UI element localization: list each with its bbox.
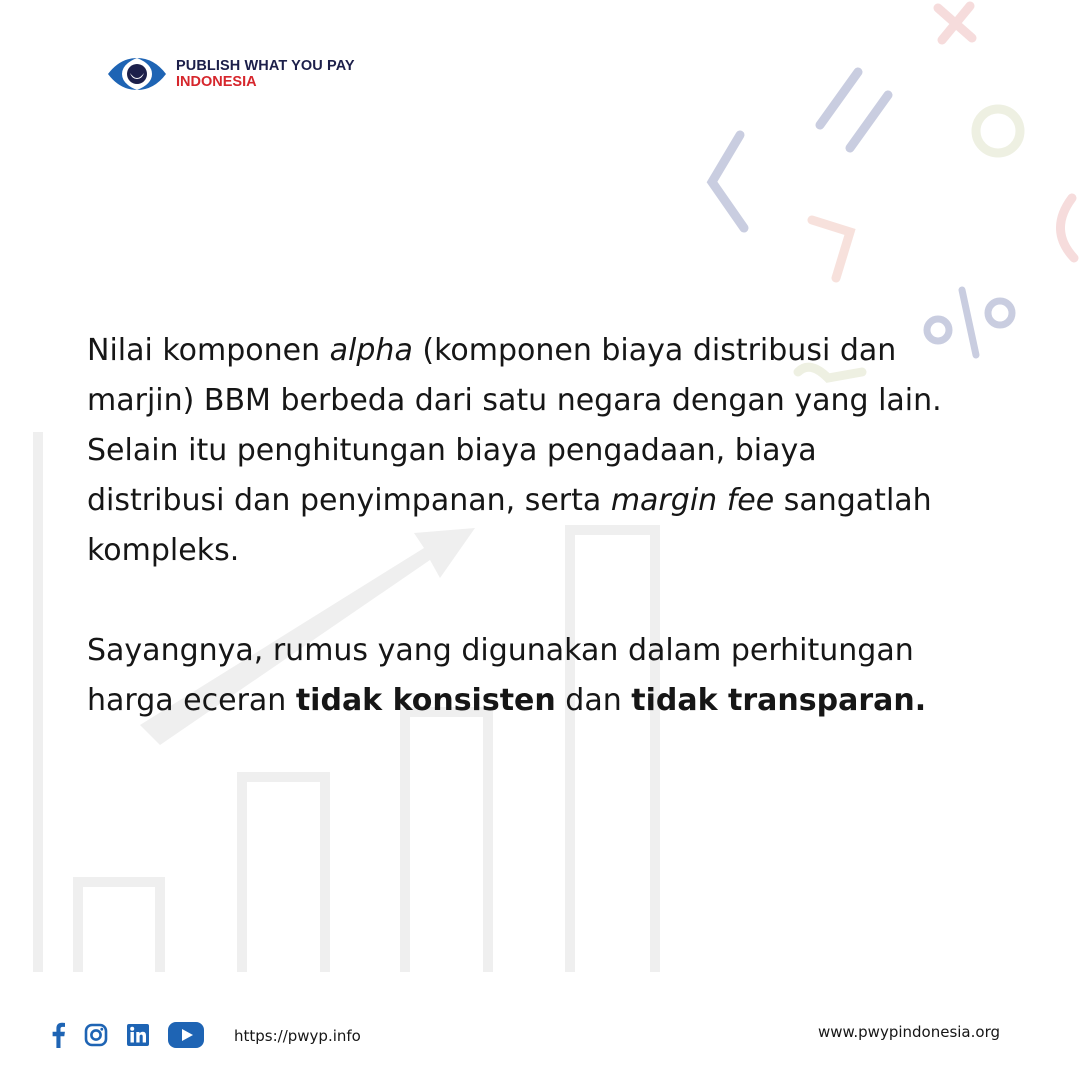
pwyp-info-link[interactable]: https://pwyp.info (234, 1027, 361, 1045)
pwyp-indonesia-link[interactable]: www.pwypindonesia.org (817, 1023, 1000, 1041)
paragraph1-text-1: Nilai komponen (87, 333, 330, 368)
pwyp-logo (106, 56, 355, 92)
eye-logo-icon (106, 56, 168, 92)
paragraph2-bold-tidak-konsisten: tidak konsisten (295, 683, 556, 718)
youtube-icon[interactable] (168, 1022, 204, 1048)
paragraph1-italic-alpha: alpha (329, 333, 413, 368)
paragraph1-italic-margin-fee: margin fee (610, 483, 775, 518)
logo-name-line2: INDONESIA (176, 74, 257, 90)
paragraph-formula-inconsistency (87, 626, 947, 726)
logo-name-line1: PUBLISH WHAT YOU PAY (176, 58, 355, 74)
facebook-icon[interactable] (50, 1022, 66, 1048)
paragraph2-text-2: dan (555, 683, 632, 718)
instagram-icon[interactable] (84, 1023, 108, 1047)
social-links (50, 1022, 222, 1048)
linkedin-icon[interactable] (126, 1023, 150, 1047)
paragraph2-bold-tidak-transparan: tidak transparan. (631, 683, 927, 718)
math-symbols (712, 6, 1074, 378)
paragraph2-text-1: Sayangnya, rumus yang digunakan dalam perhitungan harga eceran (87, 633, 914, 718)
main-text (87, 326, 947, 726)
paragraph1-text-2: (komponen biaya distribusi dan marjin) BBM berbeda dari satu negara dengan yang lain. Selain itu penghitungan biaya pengadaan, biaya distribusi dan penyimpanan, serta (87, 333, 942, 518)
paragraph-alpha-component (87, 326, 947, 576)
paragraph1-text-3: sangatlah kompleks. (87, 483, 932, 568)
